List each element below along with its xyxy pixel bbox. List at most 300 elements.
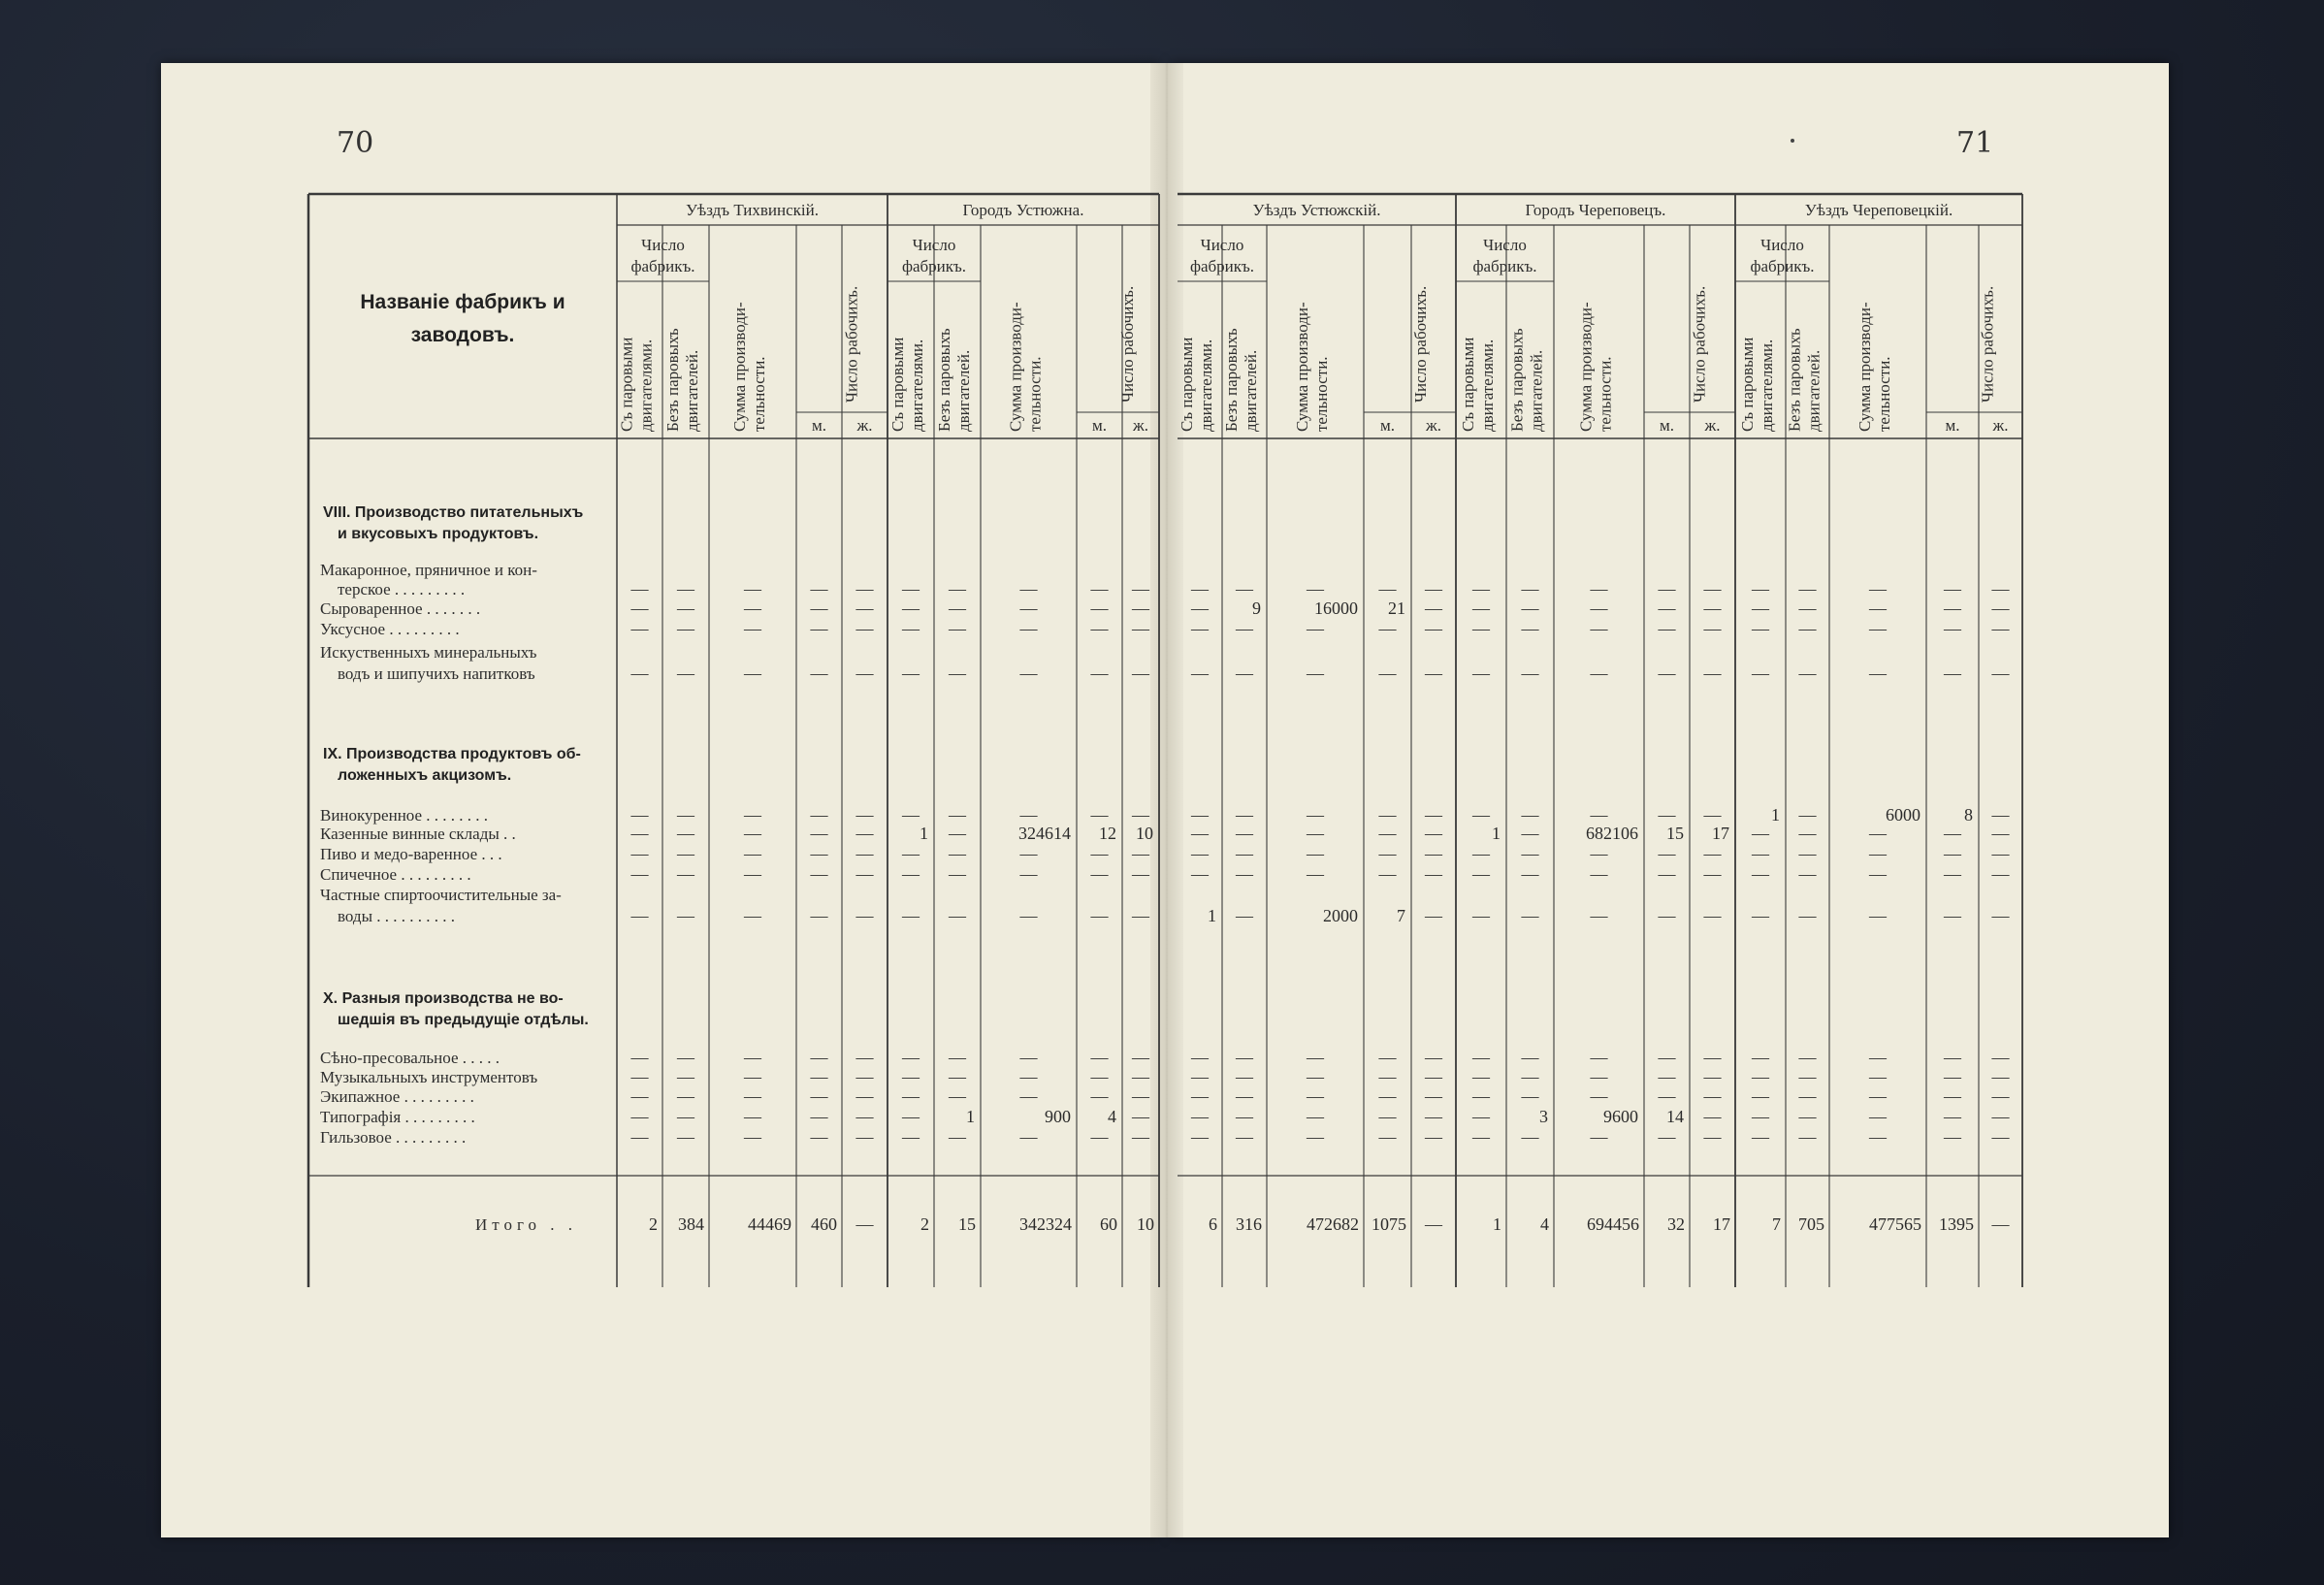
- cell-dash: —: [1658, 1048, 1676, 1067]
- cell-dash: —: [1236, 1048, 1253, 1067]
- cell-dash: —: [949, 1067, 966, 1086]
- cell-dash: —: [1472, 864, 1490, 884]
- workers-zh-label: ж.: [856, 416, 873, 435]
- cell-dash: —: [902, 1107, 920, 1126]
- cell-dash: —: [1191, 1127, 1209, 1147]
- cell-dash: —: [744, 805, 761, 825]
- cell-dash: —: [1132, 844, 1149, 863]
- cell-dash: —: [1378, 1048, 1397, 1067]
- cell-dash: —: [1869, 906, 1887, 925]
- cell-dash: —: [1521, 906, 1539, 925]
- nosteam-header: двигателей.: [1242, 349, 1260, 432]
- nosteam-header: Безъ паровыхъ: [1507, 328, 1527, 432]
- cell-dash: —: [1590, 1048, 1608, 1067]
- cell-dash: —: [630, 579, 649, 598]
- cell-value: 12: [1099, 824, 1116, 843]
- cell-dash: —: [1991, 1067, 2010, 1086]
- cell-dash: —: [1425, 1067, 1442, 1086]
- cell-dash: —: [677, 1067, 694, 1086]
- cell-dash: —: [1703, 1127, 1722, 1147]
- cell-dash: —: [1703, 663, 1722, 683]
- cell-dash: —: [1090, 864, 1109, 884]
- cell-dash: —: [1521, 1048, 1539, 1067]
- cell-dash: —: [1658, 663, 1676, 683]
- cell-dash: —: [744, 1086, 761, 1106]
- cell-dash: —: [1236, 1086, 1253, 1106]
- cell-value: 1: [1492, 824, 1501, 843]
- cell-dash: —: [1425, 864, 1442, 884]
- cell-dash: —: [1658, 619, 1676, 638]
- chislo-fabrik-line2: фабрикъ.: [1472, 257, 1537, 275]
- cell-dash: —: [1425, 1048, 1442, 1067]
- cell-dash: —: [1944, 864, 1961, 884]
- row-label: Музыкальныхъ инструментовъ: [320, 1068, 538, 1086]
- cell-dash: —: [744, 598, 761, 618]
- total-value: 460: [811, 1214, 837, 1234]
- total-value: 4: [1540, 1214, 1549, 1234]
- cell-value: 15: [1666, 824, 1684, 843]
- cell-dash: —: [1378, 864, 1397, 884]
- cell-dash: —: [1236, 1107, 1253, 1126]
- cell-dash: —: [1590, 1086, 1608, 1106]
- steam-header: Съ паровыми: [1459, 337, 1477, 432]
- total-value: 477565: [1869, 1214, 1921, 1234]
- cell-dash: —: [855, 1048, 874, 1067]
- cell-dash: —: [1703, 1048, 1722, 1067]
- sum-header: Сумма производи-: [1293, 302, 1311, 432]
- row-label: Винокуренное . . . . . . . .: [320, 806, 489, 825]
- cell-dash: —: [1590, 844, 1608, 863]
- cell-dash: —: [744, 1107, 761, 1126]
- row-label: Спичечное . . . . . . . . .: [320, 865, 471, 884]
- cell-dash: —: [744, 663, 761, 683]
- cell-dash: —: [1869, 864, 1887, 884]
- cell-dash: —: [1658, 805, 1676, 825]
- cell-dash: —: [1019, 844, 1038, 863]
- cell-value: 1: [1771, 805, 1780, 825]
- cell-dash: —: [1236, 1127, 1253, 1147]
- cell-dash: —: [949, 1127, 966, 1147]
- cell-dash: —: [630, 1067, 649, 1086]
- name-header-line2: заводовъ.: [410, 324, 515, 346]
- workers-zh-label: ж.: [1426, 416, 1441, 435]
- cell-dash: —: [1752, 619, 1769, 638]
- cell-dash: —: [1991, 1127, 2010, 1147]
- cell-dash: —: [1236, 805, 1253, 825]
- cell-dash: —: [855, 1107, 874, 1126]
- cell-dash: —: [855, 824, 874, 843]
- cell-dash: —: [1472, 598, 1490, 618]
- cell-dash: —: [855, 1086, 874, 1106]
- cell-dash: —: [1798, 824, 1817, 843]
- cell-dash: —: [1132, 906, 1149, 925]
- cell-dash: —: [1236, 824, 1253, 843]
- cell-dash: —: [1236, 579, 1253, 598]
- cell-dash: —: [1019, 1086, 1038, 1106]
- sum-header: Сумма производи-: [1006, 302, 1025, 432]
- workers-header: Число рабочихъ.: [1978, 285, 1997, 403]
- row-label: Частные спиртоочистительные за-: [320, 886, 562, 904]
- cell-dash: —: [810, 1086, 828, 1106]
- cell-dash: —: [630, 1127, 649, 1147]
- cell-dash: —: [1019, 598, 1038, 618]
- cell-dash: —: [1521, 579, 1539, 598]
- cell-dash: —: [1658, 844, 1676, 863]
- page-number-left: 70: [337, 126, 374, 160]
- nosteam-header: двигателей.: [1527, 349, 1546, 432]
- nosteam-header: Безъ паровыхъ: [935, 328, 953, 432]
- cell-dash: —: [1236, 906, 1253, 925]
- cell-dash: —: [1590, 805, 1608, 825]
- nosteam-header: Безъ паровыхъ: [1785, 328, 1804, 432]
- cell-dash: —: [1090, 805, 1109, 825]
- cell-dash: —: [630, 1086, 649, 1106]
- cell-dash: —: [1944, 1107, 1961, 1126]
- chislo-fabrik-line1: Число: [1483, 236, 1527, 254]
- cell-dash: —: [1425, 805, 1442, 825]
- cell-dash: —: [1752, 1067, 1769, 1086]
- section-title-line2: и вкусовыхъ продуктовъ.: [338, 526, 539, 542]
- cell-dash: —: [677, 824, 694, 843]
- cell-dash: —: [1378, 1086, 1397, 1106]
- cell-dash: —: [1378, 663, 1397, 683]
- cell-value: 6000: [1886, 805, 1921, 825]
- cell-dash: —: [1472, 663, 1490, 683]
- cell-dash: —: [810, 906, 828, 925]
- cell-value: 21: [1388, 598, 1405, 618]
- cell-dash: —: [1425, 824, 1442, 843]
- cell-value: 1: [920, 824, 928, 843]
- cell-dash: —: [1425, 598, 1442, 618]
- cell-dash: —: [1798, 864, 1817, 884]
- total-value: 2: [649, 1214, 658, 1234]
- cell-dash: —: [949, 579, 966, 598]
- cell-dash: —: [1090, 1067, 1109, 1086]
- cell-dash: —: [1191, 663, 1209, 683]
- total-value: 316: [1236, 1214, 1262, 1234]
- cell-dash: —: [1019, 619, 1038, 638]
- cell-dash: —: [1944, 1067, 1961, 1086]
- steam-header: двигателями.: [1197, 339, 1215, 432]
- cell-dash: —: [1132, 663, 1149, 683]
- cell-value: 682106: [1586, 824, 1638, 843]
- cell-dash: —: [630, 824, 649, 843]
- total-value: 6: [1209, 1214, 1217, 1234]
- cell-dash: —: [630, 1048, 649, 1067]
- cell-dash: —: [855, 579, 874, 598]
- cell-dash: —: [677, 1107, 694, 1126]
- cell-dash: —: [1590, 1127, 1608, 1147]
- cell-dash: —: [949, 598, 966, 618]
- workers-header: Число рабочихъ.: [1690, 285, 1709, 403]
- cell-dash: —: [1307, 824, 1324, 843]
- total-value: 17: [1713, 1214, 1730, 1234]
- workers-zh-label: ж.: [1704, 416, 1721, 435]
- cell-dash: —: [630, 864, 649, 884]
- cell-dash: —: [1378, 805, 1397, 825]
- cell-dash: —: [810, 1107, 828, 1126]
- cell-dash: —: [1521, 844, 1539, 863]
- cell-dash: —: [810, 579, 828, 598]
- cell-dash: —: [1425, 844, 1442, 863]
- cell-dash: —: [1658, 598, 1676, 618]
- cell-dash: —: [1019, 1067, 1038, 1086]
- cell-dash: —: [1991, 579, 2010, 598]
- cell-dash: —: [630, 598, 649, 618]
- cell-dash: —: [810, 619, 828, 638]
- cell-dash: —: [1472, 805, 1490, 825]
- cell-dash: —: [1798, 598, 1817, 618]
- cell-dash: —: [1425, 1086, 1442, 1106]
- total-value: 1: [1493, 1214, 1501, 1234]
- cell-dash: —: [1703, 598, 1722, 618]
- cell-dash: —: [1798, 1067, 1817, 1086]
- cell-dash: —: [630, 906, 649, 925]
- cell-dash: —: [1019, 1127, 1038, 1147]
- sum-header: тельности.: [750, 356, 768, 432]
- cell-dash: —: [902, 906, 920, 925]
- cell-dash: —: [1869, 619, 1887, 638]
- cell-dash: —: [1378, 1107, 1397, 1126]
- cell-dash: —: [1378, 1127, 1397, 1147]
- cell-dash: —: [810, 598, 828, 618]
- steam-header: двигателями.: [636, 339, 656, 432]
- cell-dash: —: [1991, 906, 2010, 925]
- cell-dash: —: [1090, 598, 1109, 618]
- cell-dash: —: [1703, 906, 1722, 925]
- cell-dash: —: [630, 663, 649, 683]
- cell-dash: —: [810, 824, 828, 843]
- cell-dash: —: [677, 663, 694, 683]
- steam-header: двигателями.: [908, 339, 926, 432]
- nosteam-header: двигателей.: [683, 349, 701, 432]
- nosteam-header: двигателей.: [954, 349, 973, 432]
- cell-dash: —: [902, 1086, 920, 1106]
- chislo-fabrik-line1: Число: [641, 236, 685, 254]
- cell-dash: —: [1307, 844, 1324, 863]
- cell-dash: —: [902, 805, 920, 825]
- total-value: 15: [958, 1214, 976, 1234]
- cell-dash: —: [1869, 844, 1887, 863]
- cell-value: 10: [1136, 824, 1153, 843]
- cell-dash: —: [1132, 1086, 1149, 1106]
- cell-value: 1: [1208, 906, 1216, 925]
- cell-dash: —: [1590, 579, 1608, 598]
- steam-header: двигателями.: [1758, 339, 1776, 432]
- cell-dash: —: [1191, 579, 1209, 598]
- cell-dash: —: [1236, 864, 1253, 884]
- chislo-fabrik-line1: Число: [1200, 236, 1244, 254]
- cell-dash: —: [1658, 864, 1676, 884]
- cell-dash: —: [677, 1048, 694, 1067]
- nosteam-header: двигателей.: [1804, 349, 1824, 432]
- cell-dash: —: [855, 844, 874, 863]
- sum-header: тельности.: [1596, 356, 1615, 432]
- cell-dash: —: [949, 824, 966, 843]
- workers-m-label: м.: [1379, 416, 1396, 435]
- nosteam-header: Безъ паровыхъ: [1222, 328, 1241, 432]
- cell-dash: —: [1236, 844, 1253, 863]
- sum-header: Сумма производи-: [1576, 302, 1596, 432]
- cell-dash: —: [1191, 1067, 1209, 1086]
- total-value: 2: [920, 1214, 929, 1234]
- cell-dash: —: [1703, 1107, 1722, 1126]
- chislo-fabrik-line2: фабрикъ.: [1750, 257, 1815, 275]
- cell-dash: —: [1132, 805, 1149, 825]
- total-value: 44469: [748, 1214, 791, 1234]
- region-title: Городъ Череповецъ.: [1525, 201, 1666, 219]
- total-value: 472682: [1307, 1214, 1359, 1234]
- cell-dash: —: [1090, 579, 1109, 598]
- cell-dash: —: [1703, 1086, 1722, 1106]
- cell-dash: —: [810, 844, 828, 863]
- cell-dash: —: [1307, 579, 1324, 598]
- cell-dash: —: [1019, 906, 1038, 925]
- cell-dash: —: [810, 1127, 828, 1147]
- cell-dash: —: [855, 619, 874, 638]
- cell-dash: —: [1944, 1048, 1961, 1067]
- cell-dash: —: [1991, 663, 2010, 683]
- nosteam-header: Безъ паровыхъ: [663, 328, 682, 432]
- cell-dash: —: [1944, 1127, 1961, 1147]
- cell-dash: —: [902, 598, 920, 618]
- cell-dash: —: [855, 598, 874, 618]
- cell-dash: —: [1658, 1086, 1676, 1106]
- row-label: терское . . . . . . . . .: [338, 580, 466, 598]
- cell-dash: —: [1425, 1127, 1442, 1147]
- total-value: 10: [1137, 1214, 1154, 1234]
- cell-dash: —: [1191, 844, 1209, 863]
- cell-dash: —: [1869, 824, 1887, 843]
- cell-dash: —: [1090, 1048, 1109, 1067]
- workers-m-label: м.: [1091, 416, 1108, 435]
- cell-dash: —: [1378, 844, 1397, 863]
- cell-dash: —: [1090, 1086, 1109, 1106]
- cell-dash: —: [1658, 906, 1676, 925]
- cell-dash: —: [1425, 663, 1442, 683]
- cell-dash: —: [810, 663, 828, 683]
- cell-dash: —: [1191, 598, 1209, 618]
- section-title-line1: VIII. Производство питательныхъ: [323, 504, 584, 521]
- cell-dash: —: [1307, 1086, 1324, 1106]
- row-label: Искуственныхъ минеральныхъ: [320, 643, 537, 662]
- cell-dash: —: [1090, 663, 1109, 683]
- cell-value: 9600: [1603, 1107, 1638, 1126]
- workers-m-label: м.: [811, 416, 827, 435]
- cell-dash: —: [949, 1086, 966, 1106]
- cell-dash: —: [1703, 579, 1722, 598]
- cell-dash: —: [1191, 824, 1209, 843]
- chislo-fabrik-line1: Число: [912, 236, 956, 254]
- cell-dash: —: [1191, 1048, 1209, 1067]
- cell-dash: —: [1472, 579, 1490, 598]
- workers-m-label: м.: [1659, 416, 1675, 435]
- cell-dash: —: [1658, 1127, 1676, 1147]
- cell-dash: —: [1944, 579, 1961, 598]
- cell-dash: —: [1307, 1127, 1324, 1147]
- cell-dash: —: [1191, 619, 1209, 638]
- total-value: 694456: [1587, 1214, 1639, 1234]
- cell-dash: —: [1521, 824, 1539, 843]
- cell-dash: —: [1472, 1048, 1490, 1067]
- cell-value: 8: [1964, 805, 1973, 825]
- cell-value: 3: [1539, 1107, 1548, 1126]
- cell-dash: —: [1425, 619, 1442, 638]
- sum-header: тельности.: [1312, 356, 1331, 432]
- cell-dash: —: [1798, 1086, 1817, 1106]
- cell-dash: —: [1521, 663, 1539, 683]
- cell-dash: —: [1472, 1086, 1490, 1106]
- cell-dash: —: [1869, 1086, 1887, 1106]
- cell-dash: —: [949, 619, 966, 638]
- cell-dash: —: [855, 1127, 874, 1147]
- cell-dash: —: [1521, 1127, 1539, 1147]
- total-value: 32: [1667, 1214, 1685, 1234]
- row-label: Уксусное . . . . . . . . .: [320, 620, 460, 638]
- cell-dash: —: [810, 1048, 828, 1067]
- cell-dash: —: [1991, 844, 2010, 863]
- cell-dash: —: [902, 1067, 920, 1086]
- cell-dash: —: [1472, 1127, 1490, 1147]
- cell-dash: —: [1991, 824, 2010, 843]
- cell-dash: —: [1236, 619, 1253, 638]
- workers-zh-label: ж.: [1992, 416, 2009, 435]
- cell-dash: —: [1521, 1067, 1539, 1086]
- workers-header: Число рабочихъ.: [1411, 285, 1430, 403]
- cell-dash: —: [1307, 1048, 1324, 1067]
- page-number-right: 71: [1956, 126, 1994, 160]
- cell-dash: —: [1472, 619, 1490, 638]
- cell-dash: —: [1236, 663, 1253, 683]
- cell-dash: —: [1521, 1086, 1539, 1106]
- total-value: 705: [1798, 1214, 1824, 1234]
- cell-dash: —: [1132, 579, 1149, 598]
- cell-dash: —: [1472, 1067, 1490, 1086]
- row-label: Типографія . . . . . . . . .: [320, 1108, 475, 1126]
- cell-dash: —: [1798, 1127, 1817, 1147]
- cell-value: 9: [1252, 598, 1261, 618]
- cell-dash: —: [1991, 805, 2010, 825]
- cell-dash: —: [949, 864, 966, 884]
- cell-dash: —: [1378, 824, 1397, 843]
- cell-dash: —: [1132, 1048, 1149, 1067]
- cell-dash: —: [855, 864, 874, 884]
- cell-dash: —: [1378, 579, 1397, 598]
- cell-dash: —: [1236, 1067, 1253, 1086]
- cell-dash: —: [630, 619, 649, 638]
- cell-dash: —: [810, 805, 828, 825]
- cell-dash: —: [1944, 824, 1961, 843]
- cell-value: 900: [1045, 1107, 1071, 1126]
- cell-dash: —: [1991, 1048, 2010, 1067]
- row-label: Сѣно-пресовальное . . . . .: [320, 1049, 500, 1067]
- cell-value: 1: [966, 1107, 975, 1126]
- cell-dash: —: [1472, 1107, 1490, 1126]
- cell-dash: —: [1191, 805, 1209, 825]
- cell-dash: —: [1090, 906, 1109, 925]
- cell-dash: —: [1944, 1086, 1961, 1106]
- cell-dash: —: [810, 864, 828, 884]
- cell-dash: —: [744, 1127, 761, 1147]
- sum-header: Сумма производи-: [730, 302, 749, 432]
- cell-dash: —: [1132, 864, 1149, 884]
- cell-dash: —: [810, 1067, 828, 1086]
- cell-dash: —: [1798, 805, 1817, 825]
- cell-dash: —: [1798, 844, 1817, 863]
- cell-dash: —: [1090, 1127, 1109, 1147]
- sum-header: тельности.: [1875, 356, 1893, 432]
- cell-dash: —: [1307, 864, 1324, 884]
